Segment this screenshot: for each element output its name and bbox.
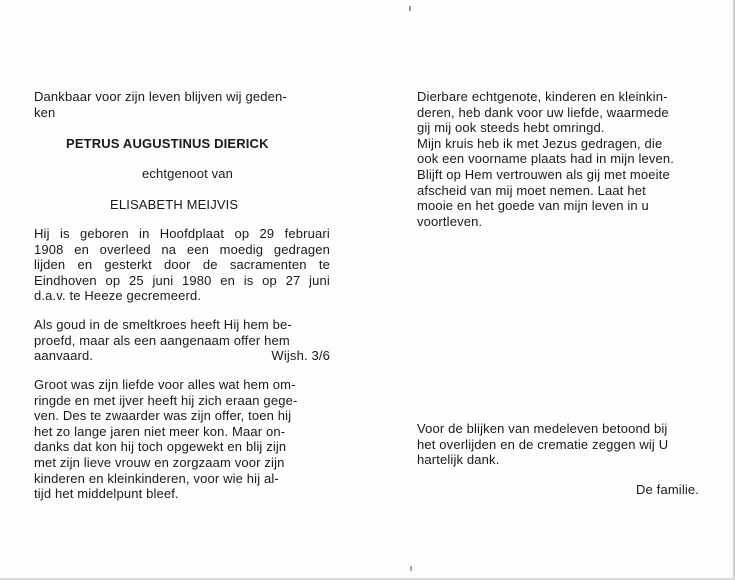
farewell-line: ook een voorname plaats had in mijn leven.	[417, 151, 675, 167]
word: februari	[284, 226, 330, 241]
word: 1908	[34, 241, 64, 257]
tribute-line: ven. Des te zwaarder was zijn offer, toen hij	[34, 408, 292, 424]
word: een	[186, 241, 209, 257]
word: sacramenten	[229, 257, 307, 273]
word: 29	[259, 226, 275, 241]
word: gesterkt	[104, 257, 152, 273]
word: Hoofdplaat	[159, 226, 225, 241]
farewell-paragraph	[417, 89, 713, 229]
tribute-line: Groot was zijn liefde voor alles wat hem om-	[34, 377, 296, 392]
thanks-paragraph	[417, 421, 713, 468]
word: en	[77, 257, 93, 273]
word: 27	[285, 272, 301, 288]
word: Hij	[34, 226, 50, 241]
word: in	[139, 226, 150, 241]
quote-last-line	[34, 348, 330, 364]
quote-line: proefd, maar als een aangenaam offer hem	[34, 332, 290, 348]
word: te	[318, 257, 330, 273]
quote-reference: Wijsh. 3/6	[271, 348, 330, 364]
word: geboren	[79, 226, 129, 241]
tribute-line: tijd het middelpunt bleef.	[34, 486, 179, 502]
bio-line: d.a.v. te Heeze gecremeerd.	[34, 288, 202, 304]
word: Eindhoven	[34, 272, 97, 288]
bio-line	[34, 273, 330, 289]
quote-line: Als goud in de smeltkroes heeft Hij hem be-	[34, 317, 292, 332]
word: de	[202, 257, 218, 273]
word: door	[164, 257, 191, 273]
farewell-line: afscheid van mij moet nemen. Laat het	[417, 182, 646, 198]
thanks-line: hartelijk dank.	[417, 452, 500, 468]
word: na	[161, 241, 177, 257]
scan-mark-top	[409, 6, 411, 11]
signature: De familie.	[636, 482, 700, 497]
tribute-line: met zijn lieve vrouw en zorgzaam voor zijn	[34, 454, 285, 470]
farewell-line: gij mij ook steeds hebt omringd.	[417, 120, 605, 136]
scan-mark-bottom	[410, 566, 412, 571]
word: op	[262, 272, 277, 288]
word: op	[234, 226, 250, 241]
bio-line	[34, 242, 330, 258]
word: en	[74, 241, 89, 257]
word: lijden	[34, 257, 66, 273]
bio-paragraph	[34, 226, 330, 304]
word: juni	[309, 272, 330, 288]
farewell-line: voortleven.	[417, 213, 483, 229]
quote-last-text: aanvaard.	[34, 348, 94, 364]
spouse-name: ELISABETH MEIJVIS	[110, 197, 239, 212]
deceased-name: PETRUS AUGUSTINUS DIERICK	[66, 136, 269, 151]
word: moedig	[219, 241, 264, 257]
intro-line-2: ken	[34, 105, 56, 120]
word: en	[220, 272, 235, 288]
word: is	[243, 272, 254, 288]
farewell-line: Mijn kruis heb ik met Jezus gedragen, die	[417, 135, 663, 151]
word: 1980	[181, 272, 212, 288]
thanks-line: Voor de blijken van medeleven betoond bij	[417, 421, 668, 436]
bio-line	[34, 226, 330, 242]
farewell-line: Blijft op Hem vertrouwen als gij met moeite	[417, 166, 670, 182]
quote-paragraph	[34, 317, 330, 364]
tribute-line: het zo lange jaren niet meer kon. Maar on-	[34, 423, 286, 439]
intro-line-1: Dankbaar voor zijn leven blijven wij geden-	[34, 89, 287, 104]
thanks-line: het overlijden en de crematie zeggen wij U	[417, 436, 669, 452]
bio-line	[34, 257, 330, 273]
tribute-paragraph	[34, 377, 330, 502]
farewell-line: mooie en het goede van mijn leven in u	[417, 198, 649, 214]
word: op	[105, 272, 121, 288]
tribute-line: danks dat kon hij toch opgewekt en blij zijn	[34, 439, 287, 455]
word: gedragen	[273, 241, 330, 257]
farewell-line: deren, heb dank voor uw liefde, waarmede	[417, 104, 669, 120]
word: is	[59, 226, 70, 241]
tribute-line: ringde en met ijver heeft hij zich eraan gege-	[34, 392, 298, 408]
tribute-line: kinderen en kleinkinderen, voor wie hij al-	[34, 470, 279, 486]
word: 25	[128, 272, 144, 288]
word: juni	[152, 272, 174, 288]
farewell-line: Dierbare echtgenote, kinderen en kleinkin-	[417, 89, 668, 104]
word: overleed	[99, 241, 151, 257]
relation-text: echtgenoot van	[142, 166, 234, 181]
